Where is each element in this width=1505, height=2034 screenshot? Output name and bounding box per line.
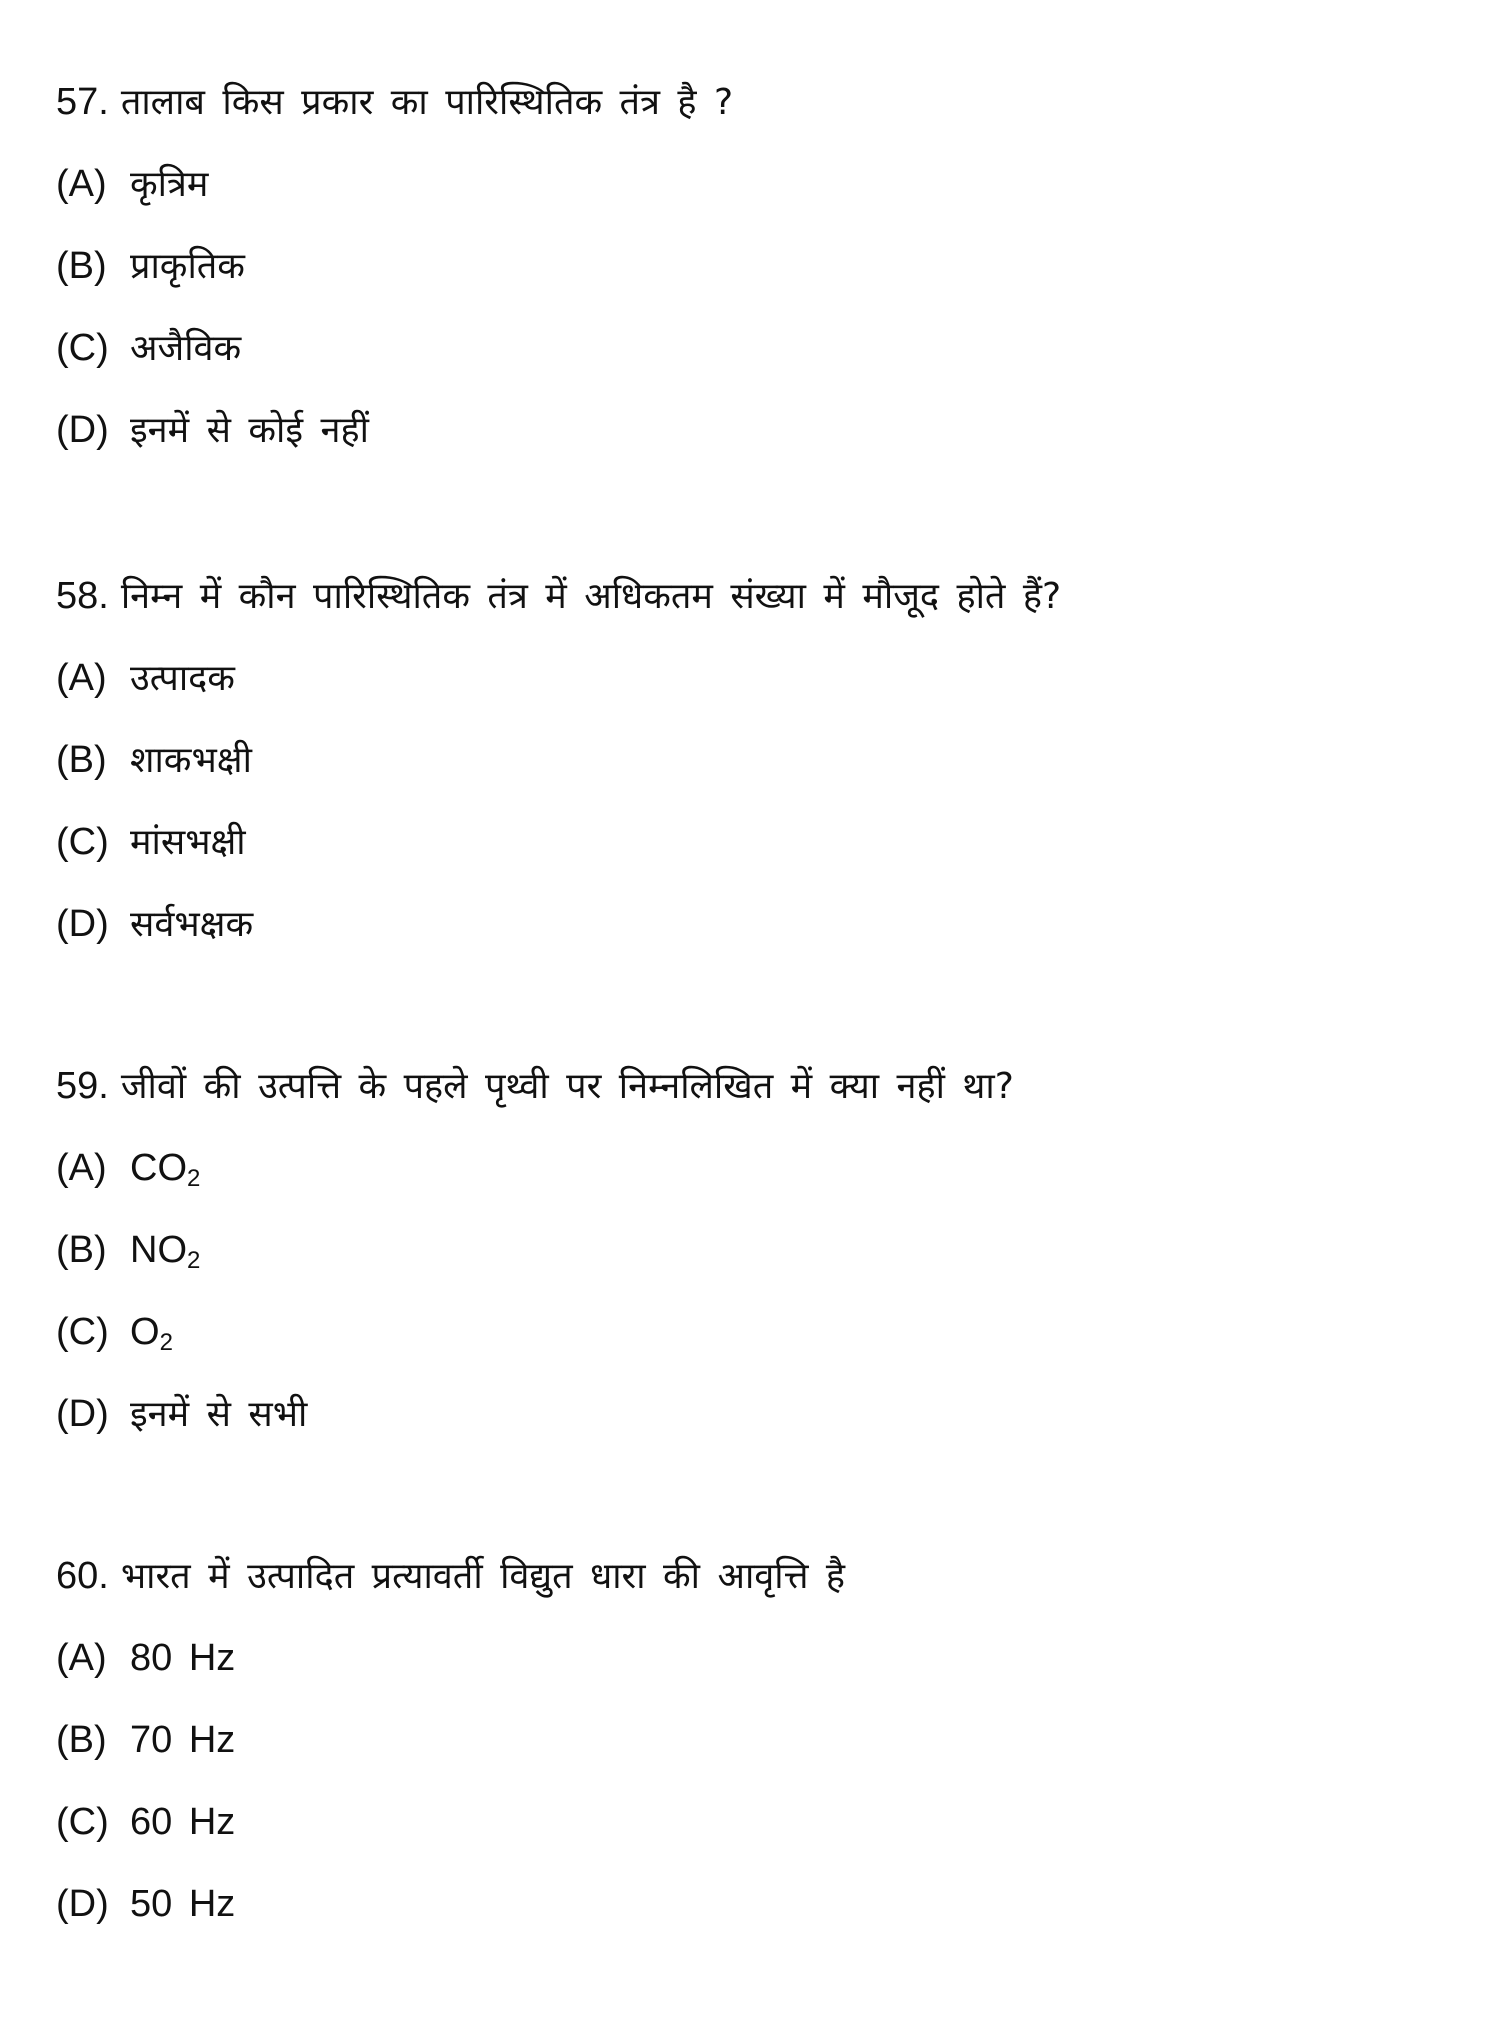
option-d[interactable]: [56, 902, 253, 946]
option-b[interactable]: [56, 738, 252, 782]
option-text: अजैविक: [130, 328, 242, 369]
option-text: उत्पादक: [130, 658, 235, 699]
option-label: (C): [56, 821, 109, 863]
question-text: तालाब किस प्रकार का पारिस्थितिक तंत्र है ?: [120, 82, 734, 123]
option-text: प्राकृतिक: [130, 246, 245, 287]
question-number: 58.: [56, 575, 109, 617]
question-stem: [56, 574, 1061, 618]
option-text: [130, 1146, 200, 1190]
option-text: 80 Hz: [130, 1637, 236, 1679]
formula-subscript: 2: [187, 1165, 201, 1192]
option-label: (C): [56, 1801, 109, 1843]
option-c[interactable]: [56, 326, 241, 370]
option-text: [130, 1228, 200, 1272]
question-number: 59.: [56, 1065, 109, 1107]
option-text: सर्वभक्षक: [130, 904, 254, 945]
question-number: 57.: [56, 81, 109, 123]
option-label: (A): [56, 1147, 107, 1189]
option-d[interactable]: [56, 408, 369, 452]
option-c[interactable]: [56, 1310, 173, 1354]
option-text: इनमें से सभी: [130, 1394, 308, 1435]
formula-subscript: 2: [187, 1247, 201, 1274]
option-label: (C): [56, 327, 109, 369]
question-stem: [56, 80, 733, 124]
question-stem: [56, 1554, 845, 1598]
question-text: निम्न में कौन पारिस्थितिक तंत्र में अधिकतम संख्या में मौजूद होते हैं?: [120, 576, 1062, 617]
option-label: (D): [56, 903, 109, 945]
option-text: इनमें से कोई नहीं: [130, 410, 369, 451]
formula-base: NO: [130, 1229, 187, 1271]
formula-base: CO: [130, 1147, 187, 1189]
option-text: 70 Hz: [130, 1719, 236, 1761]
option-text: मांसभक्षी: [130, 822, 246, 863]
option-c[interactable]: [56, 820, 246, 864]
option-label: (B): [56, 1229, 107, 1271]
formula-subscript: 2: [159, 1329, 173, 1356]
option-label: (A): [56, 657, 107, 699]
option-label: (B): [56, 739, 107, 781]
option-label: (A): [56, 163, 107, 205]
option-label: (A): [56, 1637, 107, 1679]
option-label: (D): [56, 1393, 109, 1435]
option-a[interactable]: [56, 162, 208, 206]
question-text: जीवों की उत्पत्ति के पहले पृथ्वी पर निम्नलिखित में क्या नहीं था?: [120, 1066, 1014, 1107]
question-stem: [56, 1064, 1014, 1108]
option-d[interactable]: [56, 1392, 307, 1436]
option-a[interactable]: [56, 1146, 200, 1190]
formula-base: O: [130, 1311, 160, 1353]
option-label: (B): [56, 245, 107, 287]
option-c[interactable]: [56, 1800, 235, 1844]
option-d[interactable]: [56, 1882, 235, 1926]
question-text: भारत में उत्पादित प्रत्यावर्ती विद्युत धारा की आवृत्ति है: [120, 1556, 846, 1597]
option-text: शाकभक्षी: [130, 740, 252, 781]
option-a[interactable]: [56, 656, 235, 700]
option-b[interactable]: [56, 1228, 200, 1272]
option-text: कृत्रिम: [130, 164, 209, 205]
question-number: 60.: [56, 1555, 109, 1597]
option-a[interactable]: [56, 1636, 235, 1680]
option-b[interactable]: [56, 244, 245, 288]
option-label: (D): [56, 1883, 109, 1925]
option-text: 50 Hz: [130, 1883, 236, 1925]
option-b[interactable]: [56, 1718, 235, 1762]
option-label: (D): [56, 409, 109, 451]
option-text: 60 Hz: [130, 1801, 236, 1843]
option-label: (C): [56, 1311, 109, 1353]
option-label: (B): [56, 1719, 107, 1761]
option-text: [130, 1310, 173, 1354]
